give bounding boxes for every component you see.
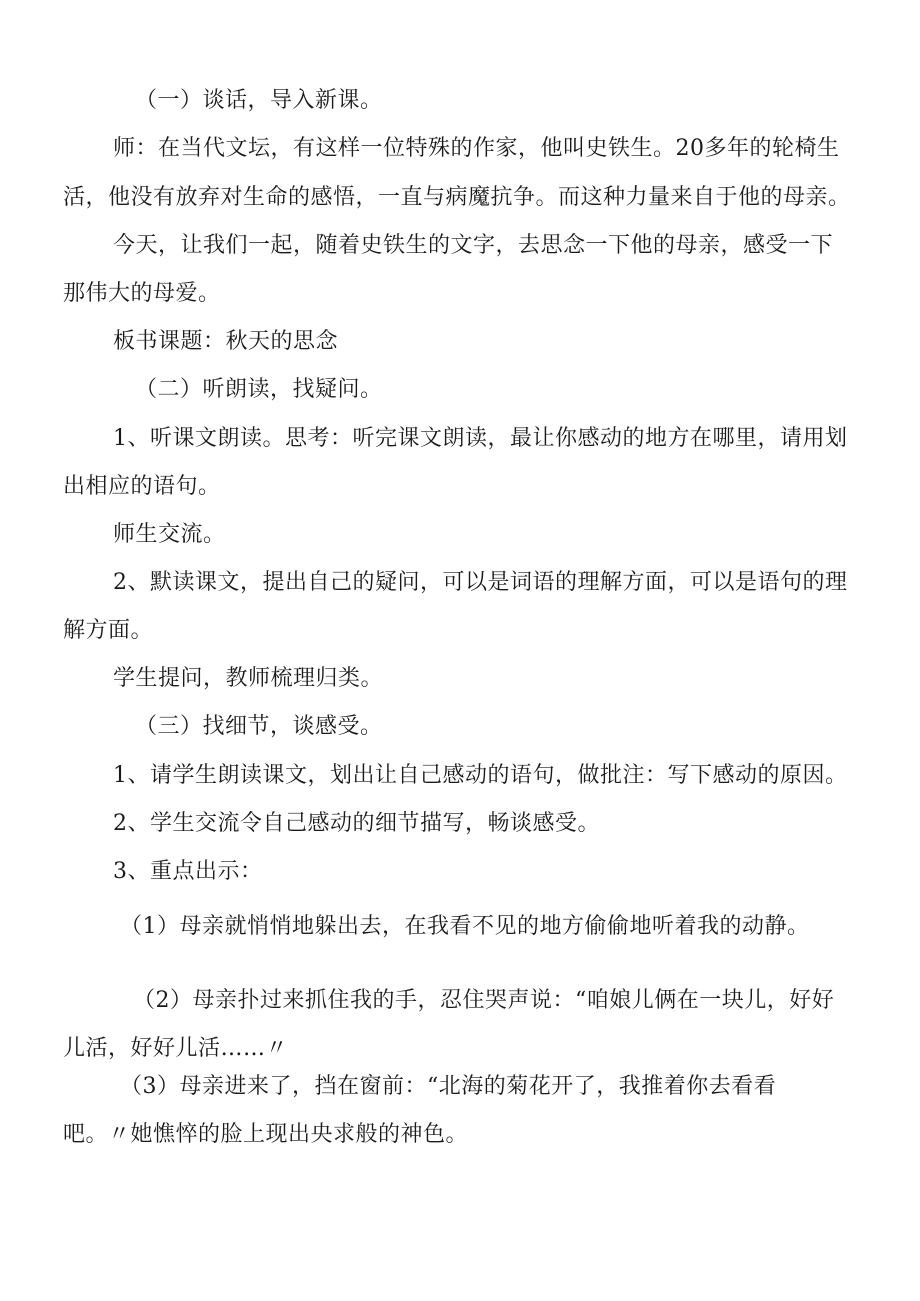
quote-line: 儿活，好好儿活……〃 — [63, 1036, 289, 1061]
board-title-line: 板书课题：秋天的思念 — [113, 329, 339, 354]
section-heading-2: （二）听朗读，找疑问。 — [135, 377, 383, 402]
paragraph-line: 2、学生交流令自己感动的细节描写，畅谈感受。 — [113, 811, 600, 836]
paragraph-line: 那伟大的母爱。 — [63, 281, 221, 306]
quote-line: 吧。〃她憔悴的脸上现出央求般的神色。 — [63, 1122, 469, 1147]
quote-line: （3）母亲进来了，挡在窗前：“北海的菊花开了，我推着你去看看 — [120, 1074, 777, 1099]
paragraph-line: 出相应的语句。 — [63, 474, 221, 499]
paragraph-line: 1、请学生朗读课文，划出让自己感动的语句，做批注：写下感动的原因。 — [113, 763, 848, 788]
quote-line: （2）母亲扑过来抓住我的手，忍住哭声说：“咱娘儿俩在一块儿，好好 — [133, 988, 835, 1013]
paragraph-line: 学生提问，教师梳理归类。 — [113, 666, 384, 691]
quote-line: （1）母亲就悄悄地躲出去，在我看不见的地方偷偷地听着我的动静。 — [120, 914, 810, 939]
section-heading-3: （三）找细节，谈感受。 — [135, 714, 383, 739]
section-heading-1: （一）谈话，导入新课。 — [135, 88, 383, 113]
paragraph-line: 3、重点出示： — [113, 859, 263, 884]
paragraph-line: 1、听课文朗读。思考：听完课文朗读，最让你感动的地方在哪里，请用划 — [113, 426, 848, 451]
paragraph-line: 活，他没有放弃对生命的感悟，一直与病魔抗争。而这种力量来自于他的母亲。 — [63, 185, 851, 210]
paragraph-line: 师：在当代文坛，有这样一位特殊的作家，他叫史铁生。20多年的轮椅生 — [113, 136, 840, 161]
paragraph-line: 2、默读课文，提出自己的疑问，可以是词语的理解方面，可以是语句的理 — [113, 570, 848, 595]
paragraph-line: 今天，让我们一起，随着史铁生的文字，去思念一下他的母亲，感受一下 — [113, 233, 834, 258]
paragraph-line: 解方面。 — [63, 618, 154, 643]
paragraph-line: 师生交流。 — [113, 522, 226, 547]
